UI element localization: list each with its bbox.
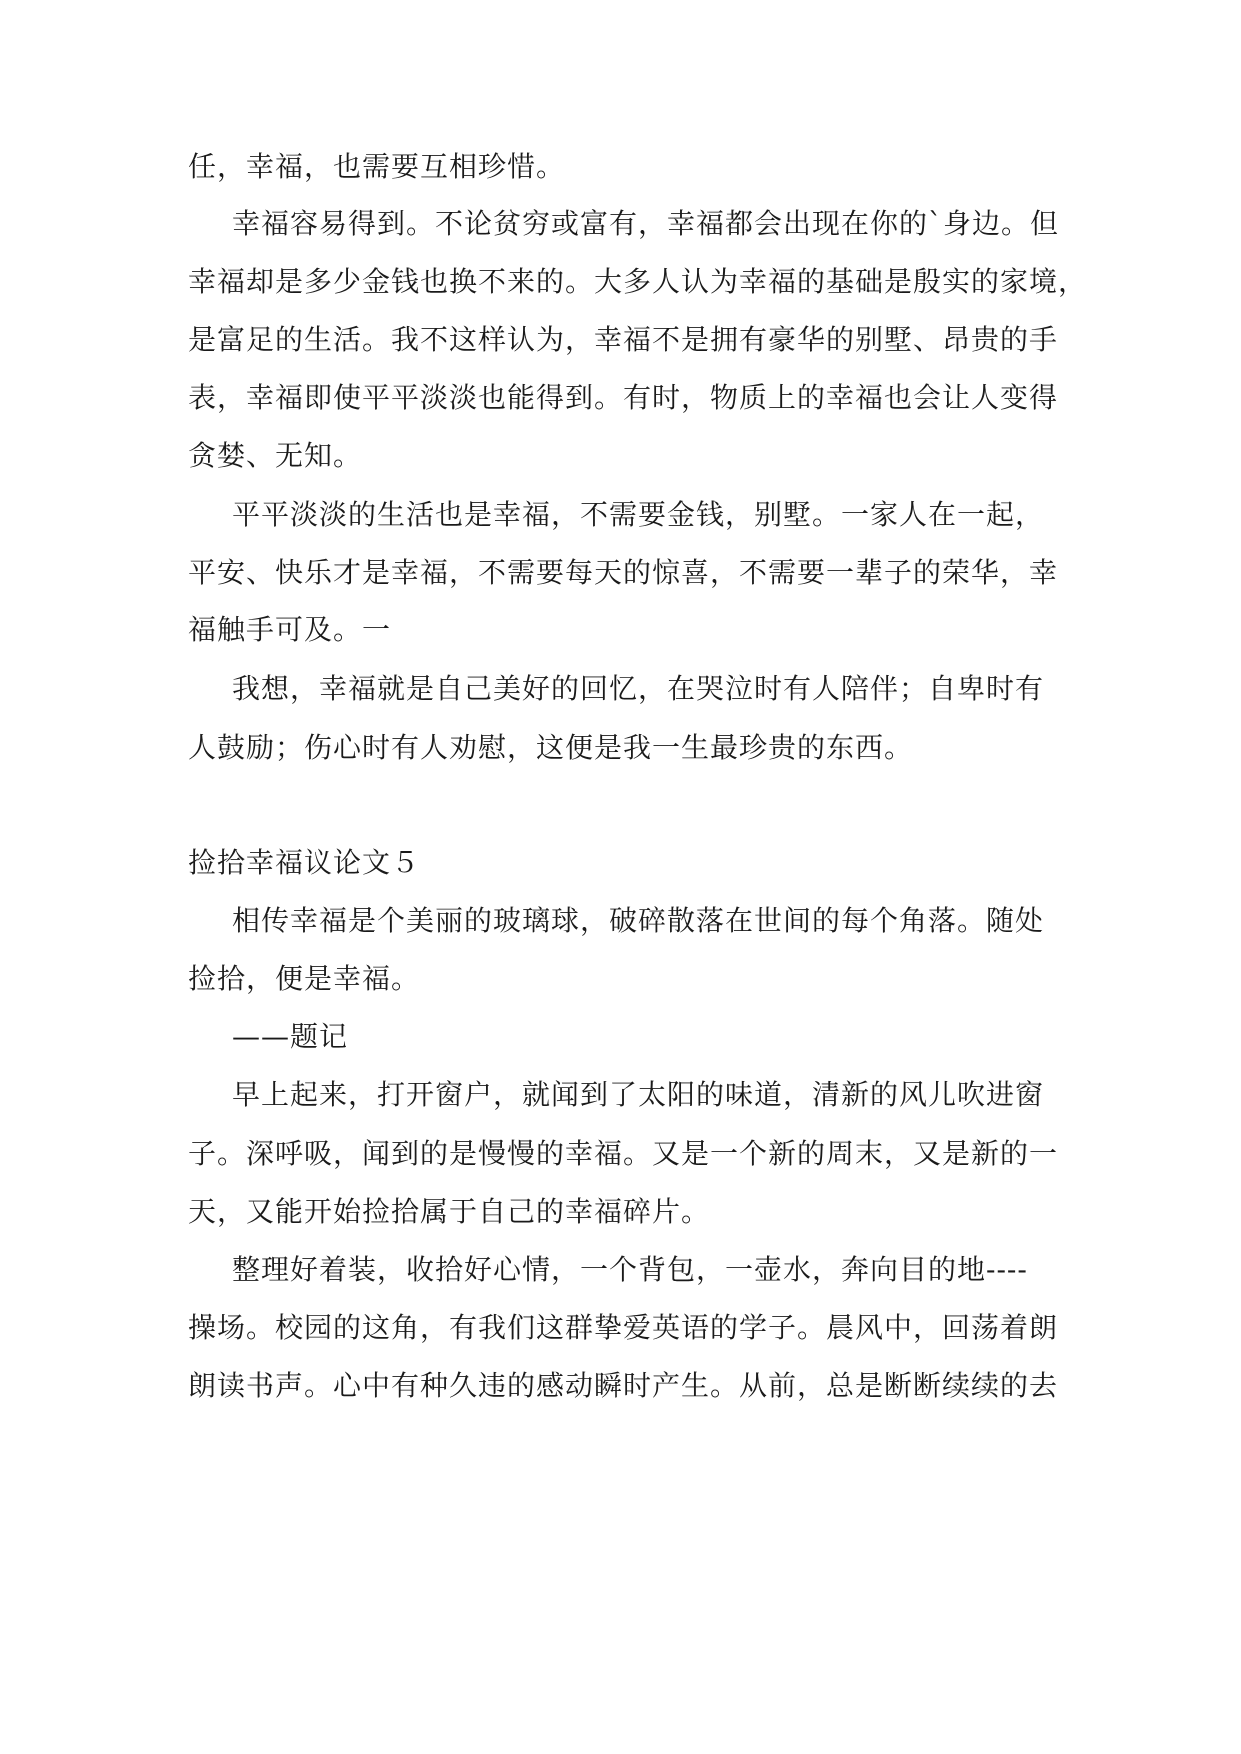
text-line: 天，又能开始捡拾属于自己的幸福碎片。 — [188, 1195, 711, 1228]
text-line: 子。深呼吸，闻到的是慢慢的幸福。又是一个新的周末，又是新的一 — [188, 1137, 1059, 1170]
text-line: 人鼓励；伤心时有人劝慰，这便是我一生最珍贵的东西。 — [188, 731, 914, 764]
text-line: 早上起来，打开窗户，就闻到了太阳的味道，清新的风儿吹进窗 — [232, 1078, 1045, 1111]
text-line: 整理好着装，收拾好心情，一个背包，一壶水，奔向目的地---- — [232, 1253, 1028, 1286]
text-line: 平安、快乐才是幸福，不需要每天的惊喜，不需要一辈子的荣华，幸 — [188, 556, 1059, 589]
text-line: 捡拾，便是幸福。 — [188, 962, 421, 995]
text-line: 是富足的生活。我不这样认为，幸福不是拥有豪华的别墅、昂贵的手 — [188, 323, 1059, 356]
text-line: 朗读书声。心中有种久违的感动瞬时产生。从前，总是断断续续的去 — [188, 1369, 1059, 1402]
text-line: 平平淡淡的生活也是幸福，不需要金钱，别墅。一家人在一起， — [232, 498, 1045, 531]
text-line: 任，幸福，也需要互相珍惜。 — [188, 150, 566, 183]
text-line: 表，幸福即使平平淡淡也能得到。有时，物质上的幸福也会让人变得 — [188, 381, 1059, 414]
text-line: 操场。校园的这角，有我们这群挚爱英语的学子。晨风中，回荡着朗 — [188, 1311, 1059, 1344]
text-line: 贪婪、无知。 — [188, 439, 363, 472]
text-line: 相传幸福是个美丽的玻璃球，破碎散落在世间的每个角落。随处 — [232, 904, 1045, 937]
text-line: 幸福容易得到。不论贫穷或富有，幸福都会出现在你的`身边。但 — [232, 207, 1060, 240]
text-line: 福触手可及。一 — [188, 613, 392, 646]
epigraph-note: ——题记 — [232, 1020, 349, 1053]
text-line: 我想，幸福就是自己美好的回忆，在哭泣时有人陪伴；自卑时有 — [232, 672, 1045, 705]
text-line: 幸福却是多少金钱也换不来的。大多人认为幸福的基础是殷实的家境， — [188, 265, 1088, 298]
section-title: 捡拾幸福议论文５ — [188, 846, 421, 879]
